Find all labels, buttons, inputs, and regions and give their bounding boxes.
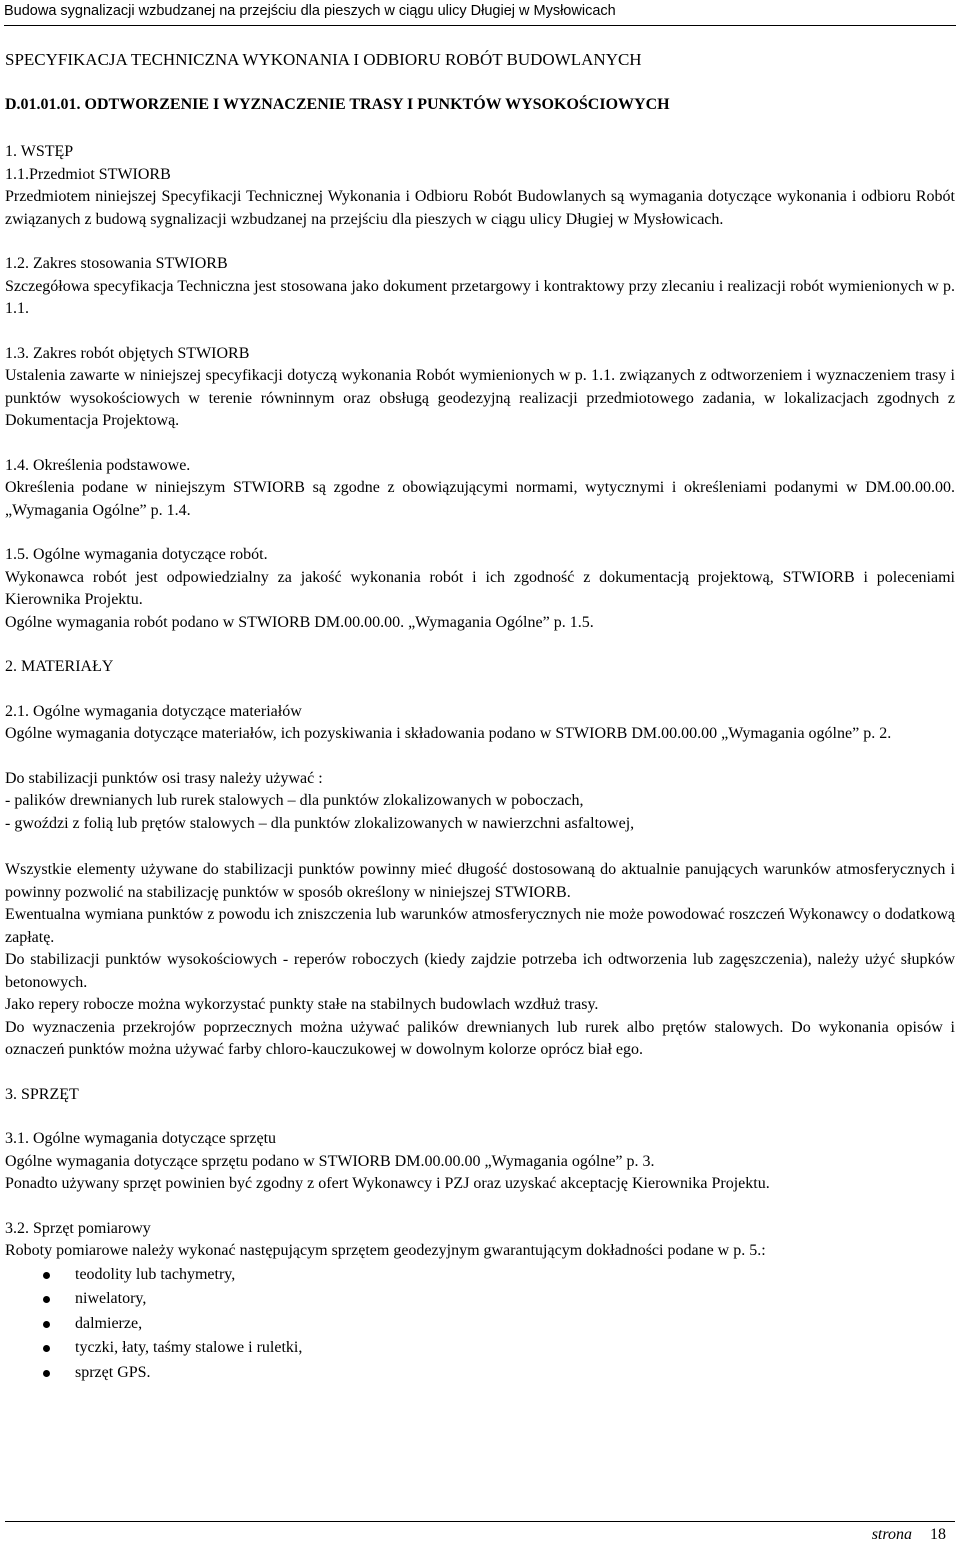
footer-divider bbox=[5, 1521, 955, 1522]
page-header: Budowa sygnalizacji wzbudzanej na przejściu dla pieszych w ciągu ulicy Długiej w Mysłowicach bbox=[4, 0, 956, 26]
section-1-heading: 1. WSTĘP bbox=[5, 143, 74, 160]
section-2-text-c: Do stabilizacji punktów wysokościowych - reperów roboczych (kiedy zajdzie potrzeba ich odtworzenia lub zagęszczenia), należy użyć słupków betonowych. bbox=[5, 951, 955, 991]
page-word: strona bbox=[871, 1526, 912, 1543]
section-2-text-d: Jako repery robocze można wykorzystać punkty stałe na stabilnych budowlach wzdłuż trasy. bbox=[5, 996, 599, 1013]
section-1-2-heading: 1.2. Zakres stosowania STWIORB bbox=[5, 255, 228, 272]
section-3-1-text-2: Ponadto używany sprzęt powinien być zgodny z ofert Wykonawcy i PZJ oraz uzyskać akceptację Kierownika Projektu. bbox=[5, 1175, 770, 1192]
page-number: 18 bbox=[930, 1526, 946, 1543]
section-3-2-heading: 3.2. Sprzęt pomiarowy bbox=[5, 1219, 151, 1237]
section-1-4-heading: 1.4. Określenia podstawowe. bbox=[5, 456, 191, 474]
section-3-heading: 3. SPRZĘT bbox=[5, 1085, 79, 1103]
section-2-heading: 2. MATERIAŁY bbox=[5, 658, 114, 675]
section-1-5-text-2: Ogólne wymagania robót podano w STWIORB DM.00.00.00. „Wymagania Ogólne” p. 1.5. bbox=[5, 613, 594, 631]
document-body bbox=[5, 48, 955, 1385]
section-2-text-b: Ewentualna wymiana punktów z powodu ich zniszczenia lub warunków atmosferycznych nie może powodować roszczeń Wykonawcy o dodatkową zapłatę. bbox=[5, 906, 955, 946]
list-item: sprzęt GPS. bbox=[75, 1361, 955, 1386]
list-item: dalmierze, bbox=[75, 1312, 955, 1337]
section-1-5-text-1: Wykonawca robót jest odpowiedzialny za jakość wykonania robót i ich zgodność z dokumentacją projektową, STWIORB i poleceniami Kierownika Projektu. bbox=[5, 568, 955, 608]
section-1-1-heading: 1.1.Przedmiot STWIORB bbox=[5, 165, 171, 183]
stabilization-item-2: - gwoździ z folią lub prętów stalowych – dla punktów zlokalizowanych w nawierzchni asfaltowej, bbox=[5, 814, 635, 832]
section-3-1-heading: 3.1. Ogólne wymagania dotyczące sprzętu bbox=[5, 1130, 277, 1147]
list-item: teodolity lub tachymetry, bbox=[75, 1263, 955, 1288]
section-3-2-text: Roboty pomiarowe należy wykonać następującym sprzętem geodezyjnym gwarantującym dokładności podane w p. 5.: bbox=[5, 1242, 766, 1259]
section-1-4-text: Określenia podane w niniejszym STWIORB są zgodne z obowiązującymi normami, wytycznymi i określeniami podanymi w DM.00.00.00. „Wymagania Ogólne” p. 1.4. bbox=[5, 479, 955, 519]
page-footer bbox=[872, 1526, 946, 1544]
equipment-list bbox=[5, 1263, 955, 1386]
section-2-text-e: Do wyznaczenia przekrojów poprzecznych można używać palików drewnianych lub rurek albo prętów stalowych. Do wykonania opisów i oznaczeń punktów można używać farby chloro-kauczukowej w dowolnym kolorze oprócz biał ego. bbox=[5, 1018, 955, 1058]
section-1-2-text: Szczegółowa specyfikacja Techniczna jest stosowana jako dokument przetargowy i kontraktowy przy zlecaniu i realizacji robót wymienionych w p. 1.1. bbox=[5, 277, 955, 317]
section-2-1-heading: 2.1. Ogólne wymagania dotyczące materiałów bbox=[5, 702, 302, 720]
section-1-3-heading: 1.3. Zakres robót objętych STWIORB bbox=[5, 344, 250, 362]
document-code-title: D.01.01.01. ODTWORZENIE I WYZNACZENIE TRASY I PUNKTÓW WYSOKOŚCIOWYCH bbox=[5, 96, 670, 113]
section-2-text-a: Wszystkie elementy używane do stabilizacji punktów powinny mieć długość dostosowaną do aktualnie panujących warunków atmosferycznych i powinny pozwolić na stabilizację punktów w sposób określony w niniejszej STWIORB. bbox=[5, 861, 955, 901]
list-item: niwelatory, bbox=[75, 1287, 955, 1312]
section-2-1-text: Ogólne wymagania dotyczące materiałów, ich pozyskiwania i składowania podano w STWIORB DM.00.00.00 „Wymagania ogólne” p. 2. bbox=[5, 725, 892, 742]
spec-title: SPECYFIKACJA TECHNICZNA WYKONANIA I ODBIORU ROBÓT BUDOWLANYCH bbox=[5, 50, 642, 69]
section-3-1-text-1: Ogólne wymagania dotyczące sprzętu podano w STWIORB DM.00.00.00 „Wymagania ogólne” p. 3. bbox=[5, 1152, 655, 1170]
section-1-1-text: Przedmiotem niniejszej Specyfikacji Technicznej Wykonania i Odbioru Robót Budowlanych są wymagania dotyczące wykonania i odbioru Robót związanych z budową sygnalizacji wzbudzanej na przejściu dla pieszych w ciągu ulicy Długiej w Mysłowicach. bbox=[5, 188, 955, 228]
list-item: tyczki, łaty, taśmy stalowe i ruletki, bbox=[75, 1336, 955, 1361]
stabilization-intro: Do stabilizacji punktów osi trasy należy używać : bbox=[5, 769, 323, 787]
section-1-3-text: Ustalenia zawarte w niniejszej specyfikacji dotyczą wykonania Robót wymienionych w p. 1.1. związanych z odtworzeniem i wyznaczeniem trasy i punktów wysokościowych w terenie równinnym oraz obsługą geodezyjną realizacji przedmiotowego zadania, w lokalizacjach zgodnych z Dokumentacja Projektową. bbox=[5, 367, 955, 429]
stabilization-item-1: - palików drewnianych lub rurek stalowych – dla punktów zlokalizowanych w poboczach, bbox=[5, 792, 584, 809]
section-1-5-heading: 1.5. Ogólne wymagania dotyczące robót. bbox=[5, 546, 268, 563]
